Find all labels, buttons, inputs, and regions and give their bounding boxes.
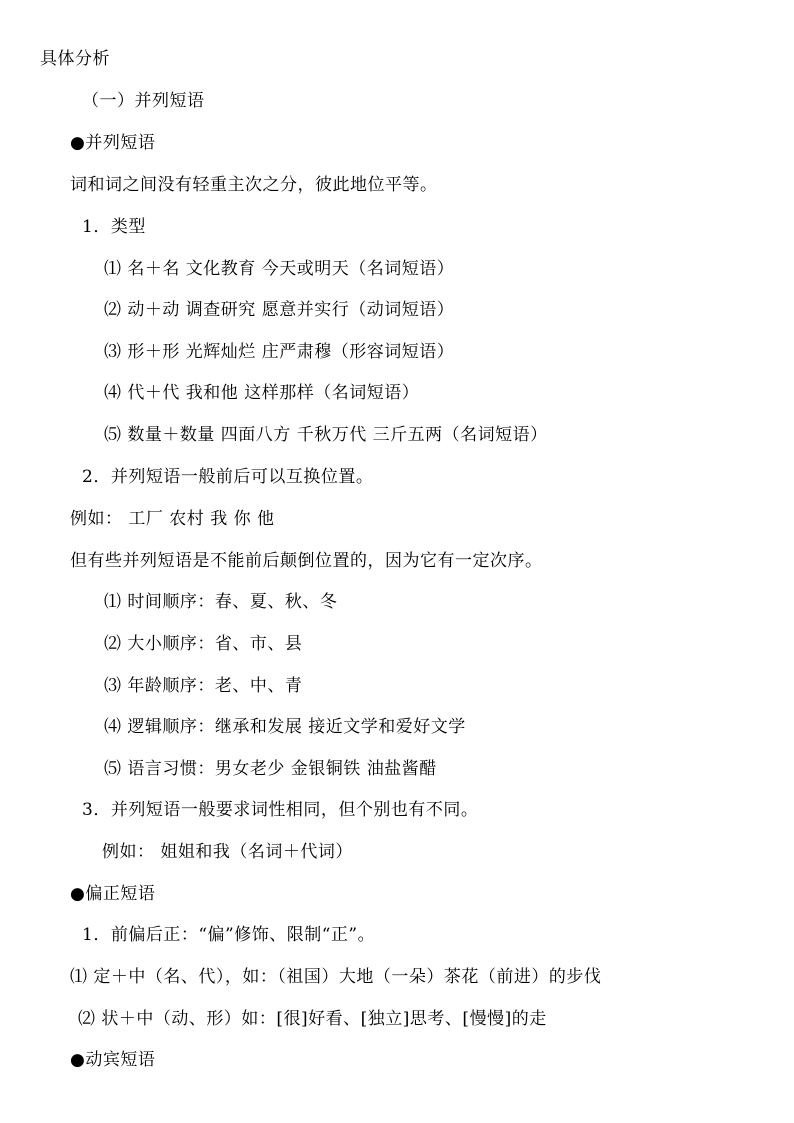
page-heading: 具体分析 [40,49,110,69]
subheading-parallel [70,132,155,154]
type-item: ⑷ 代＋代 我和他 这样那样（名词短语） [104,383,420,403]
subheading-parallel-label: 并列短语 [85,133,156,153]
bullet-icon: ● [70,884,86,904]
modifier-item: ⑴ 定＋中（名、代），如：（祖国）大地（一朵）茶花（前进）的步伐 [70,967,602,987]
type-item: ⑸ 数量＋数量 四面八方 千秋万代 三斤五两（名词短语） [104,425,548,445]
bullet-icon: ● [70,1050,86,1070]
section-title-parallel-phrases: （一）并列短语 [82,91,205,111]
order-item: ⑶ 年龄顺序：老、中、青 [104,676,303,696]
modifier-item: ⑵ 状＋中（动、形）如：[很]好看、[独立]思考、[慢慢]的走 [78,1009,547,1029]
subheading-verb-object [70,1049,155,1071]
types-heading: 1．类型 [82,217,146,237]
bullet-icon: ● [70,133,86,153]
example-2-text: 例如： 工厂 农村 我 你 他 [70,509,275,529]
subheading-verb-object-label: 动宾短语 [85,1050,156,1070]
order-explanation-text: 但有些并列短语是不能前后颠倒位置的，因为它有一定次序。 [70,551,543,571]
subheading-modifier [70,883,155,905]
type-item: ⑵ 动＋动 调查研究 愿意并实行（动词短语） [104,300,455,320]
point-2-text: 2．并列短语一般前后可以互换位置。 [82,467,374,487]
order-item: ⑵ 大小顺序：省、市、县 [104,634,303,654]
point-3-text: 3．并列短语一般要求词性相同，但个别也有不同。 [82,800,479,820]
order-item: ⑴ 时间顺序：春、夏、秋、冬 [104,592,338,612]
example-3-text: 例如： 姐姐和我（名词＋代词） [102,842,353,862]
type-item: ⑴ 名＋名 文化教育 今天或明天（名词短语） [104,259,455,279]
order-item: ⑸ 语言习惯：男女老少 金银铜铁 油盐酱醋 [104,759,437,779]
type-item: ⑶ 形＋形 光辉灿烂 庄严肃穆（形容词短语） [104,342,455,362]
order-item: ⑷ 逻辑顺序：继承和发展 接近文学和爱好文学 [104,717,466,737]
definition-text: 词和词之间没有轻重主次之分，彼此地位平等。 [70,175,438,195]
modifier-point-1: 1．前偏后正：“偏”修饰、限制“正”。 [82,925,376,945]
subheading-modifier-label: 偏正短语 [85,884,156,904]
